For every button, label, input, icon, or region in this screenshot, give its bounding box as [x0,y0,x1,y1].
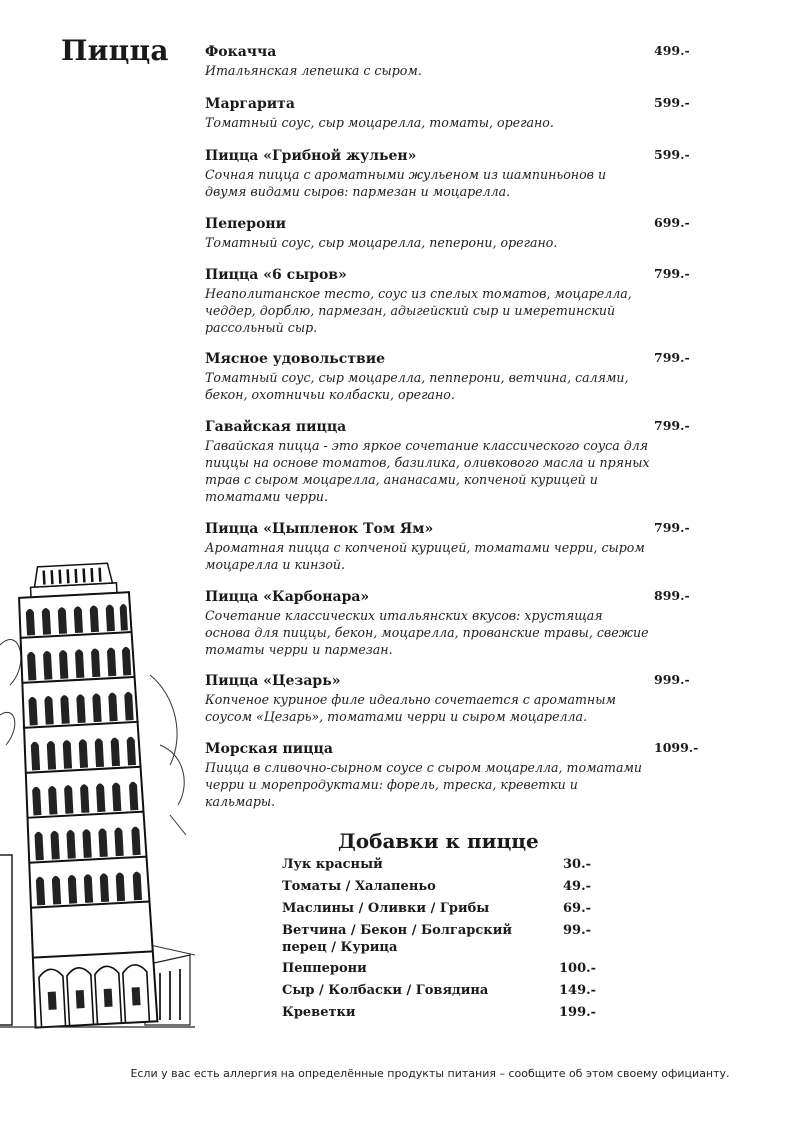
menu-item [205,42,695,79]
addon-item [282,1004,602,1021]
menu-item-name: Фокачча [205,44,277,60]
page-title: Пицца [61,34,169,67]
menu-item-description: Сочная пицца с ароматными жульеном из шампиньонов и двумя видами сыров: пармезан и моцарелла. [205,167,607,199]
menu-item-description: Томатный соус, сыр моцарелла, пепперони, ветчина, салями, бекон, охотничьи колбаски, орегано. [205,370,629,402]
addon-item [282,960,602,977]
menu-item-price: 499.- [654,43,690,58]
addon-name: Сыр / Колбаски / Говядина [282,983,489,998]
menu-item-name: Пицца «Цыпленок Том Ям» [205,521,434,537]
addon-price: 100.- [559,961,597,976]
menu-item [205,349,695,403]
menu-item-description: Ароматная пицца с копченой курицей, томатами черри, сыром моцарелла и кинзой. [205,540,645,572]
menu-item-description: Гавайская пицца - это яркое сочетание классического соуса для пиццы на основе томатов, базилика, оливкового масла и пряных трав с сыром моцарелла, ананасами, копченой курицей и томатами черри. [205,438,650,504]
menu-item-description: Неаполитанское тесто, соус из спелых томатов, моцарелла, чеддер, дорблю, пармезан, адыгейский сыр и имеретинский рассольный сыр. [205,286,632,335]
menu-item-price: 599.- [654,147,690,162]
menu-item [205,671,695,725]
menu-item-description: Копченое куриное филе идеально сочетается с ароматным соусом «Цезарь», томатами черри и сыром моцарелла. [205,692,616,724]
menu-item [205,739,699,810]
addon-item [282,982,602,999]
menu-item-name: Гавайская пицца [205,419,347,435]
addon-name: Томаты / Халапеньо [282,879,436,894]
addon-price: 49.- [563,879,592,894]
menu-item [205,146,695,200]
addon-item [282,878,602,895]
menu-item-price: 899.- [654,588,690,603]
addon-name: Ветчина / Бекон / Болгарский перец / Курица [282,923,512,955]
allergy-note: Если у вас есть аллергия на определённые продукты питания – сообщите об этом своему официанту. [130,1067,730,1080]
addon-price: 99.- [563,923,592,938]
menu-item-name: Мясное удовольствие [205,351,386,367]
menu-item-description: Томатный соус, сыр моцарелла, томаты, орегано. [205,115,554,130]
menu-item-name: Пицца «Грибной жульен» [205,148,417,164]
menu-item [205,265,695,336]
addon-name: Пепперони [282,961,367,976]
menu-item [205,587,695,658]
menu-item-price: 999.- [654,672,690,687]
menu-item-name: Пицца «Цезарь» [205,673,341,689]
menu-item-price: 799.- [654,520,690,535]
menu-item [205,417,695,505]
menu-item-price: 799.- [654,266,690,281]
addon-price: 199.- [559,1005,597,1020]
addon-price: 149.- [559,983,597,998]
menu-item-name: Пицца «6 сыров» [205,267,347,283]
menu-item-name: Маргарита [205,96,295,112]
addons-title: Добавки к пицце [338,829,539,853]
addon-item [282,900,602,917]
addon-name: Креветки [282,1005,356,1020]
addon-price: 30.- [563,857,592,872]
leaning-tower-illustration [0,555,195,1035]
addon-item [282,922,602,956]
menu-item-description: Сочетание классических итальянских вкусов: хрустящая основа для пиццы, бекон, моцарелла, прованские травы, свежие томаты черри и пармезан. [205,608,649,657]
menu-item-price: 799.- [654,418,690,433]
menu-item-name: Морская пицца [205,741,333,757]
menu-item-description: Томатный соус, сыр моцарелла, пеперони, орегано. [205,235,558,250]
menu-item [205,94,695,131]
menu-item [205,519,695,573]
addon-name: Маслины / Оливки / Грибы [282,901,490,916]
menu-item-price: 599.- [654,95,690,110]
menu-item-price: 699.- [654,215,690,230]
menu-item-description: Итальянская лепешка с сыром. [205,63,422,78]
menu-item-description: Пицца в сливочно-сырном соусе с сыром моцарелла, томатами черри и морепродуктами: форель, треска, креветки и кальмары. [205,760,643,809]
menu-item [205,214,695,251]
menu-item-price: 799.- [654,350,690,365]
menu-item-name: Пеперони [205,216,287,232]
addon-item [282,856,602,873]
menu-item-price: 1099.- [654,740,699,755]
menu-item-name: Пицца «Карбонара» [205,589,370,605]
addon-name: Лук красный [282,857,383,872]
addon-price: 69.- [563,901,592,916]
